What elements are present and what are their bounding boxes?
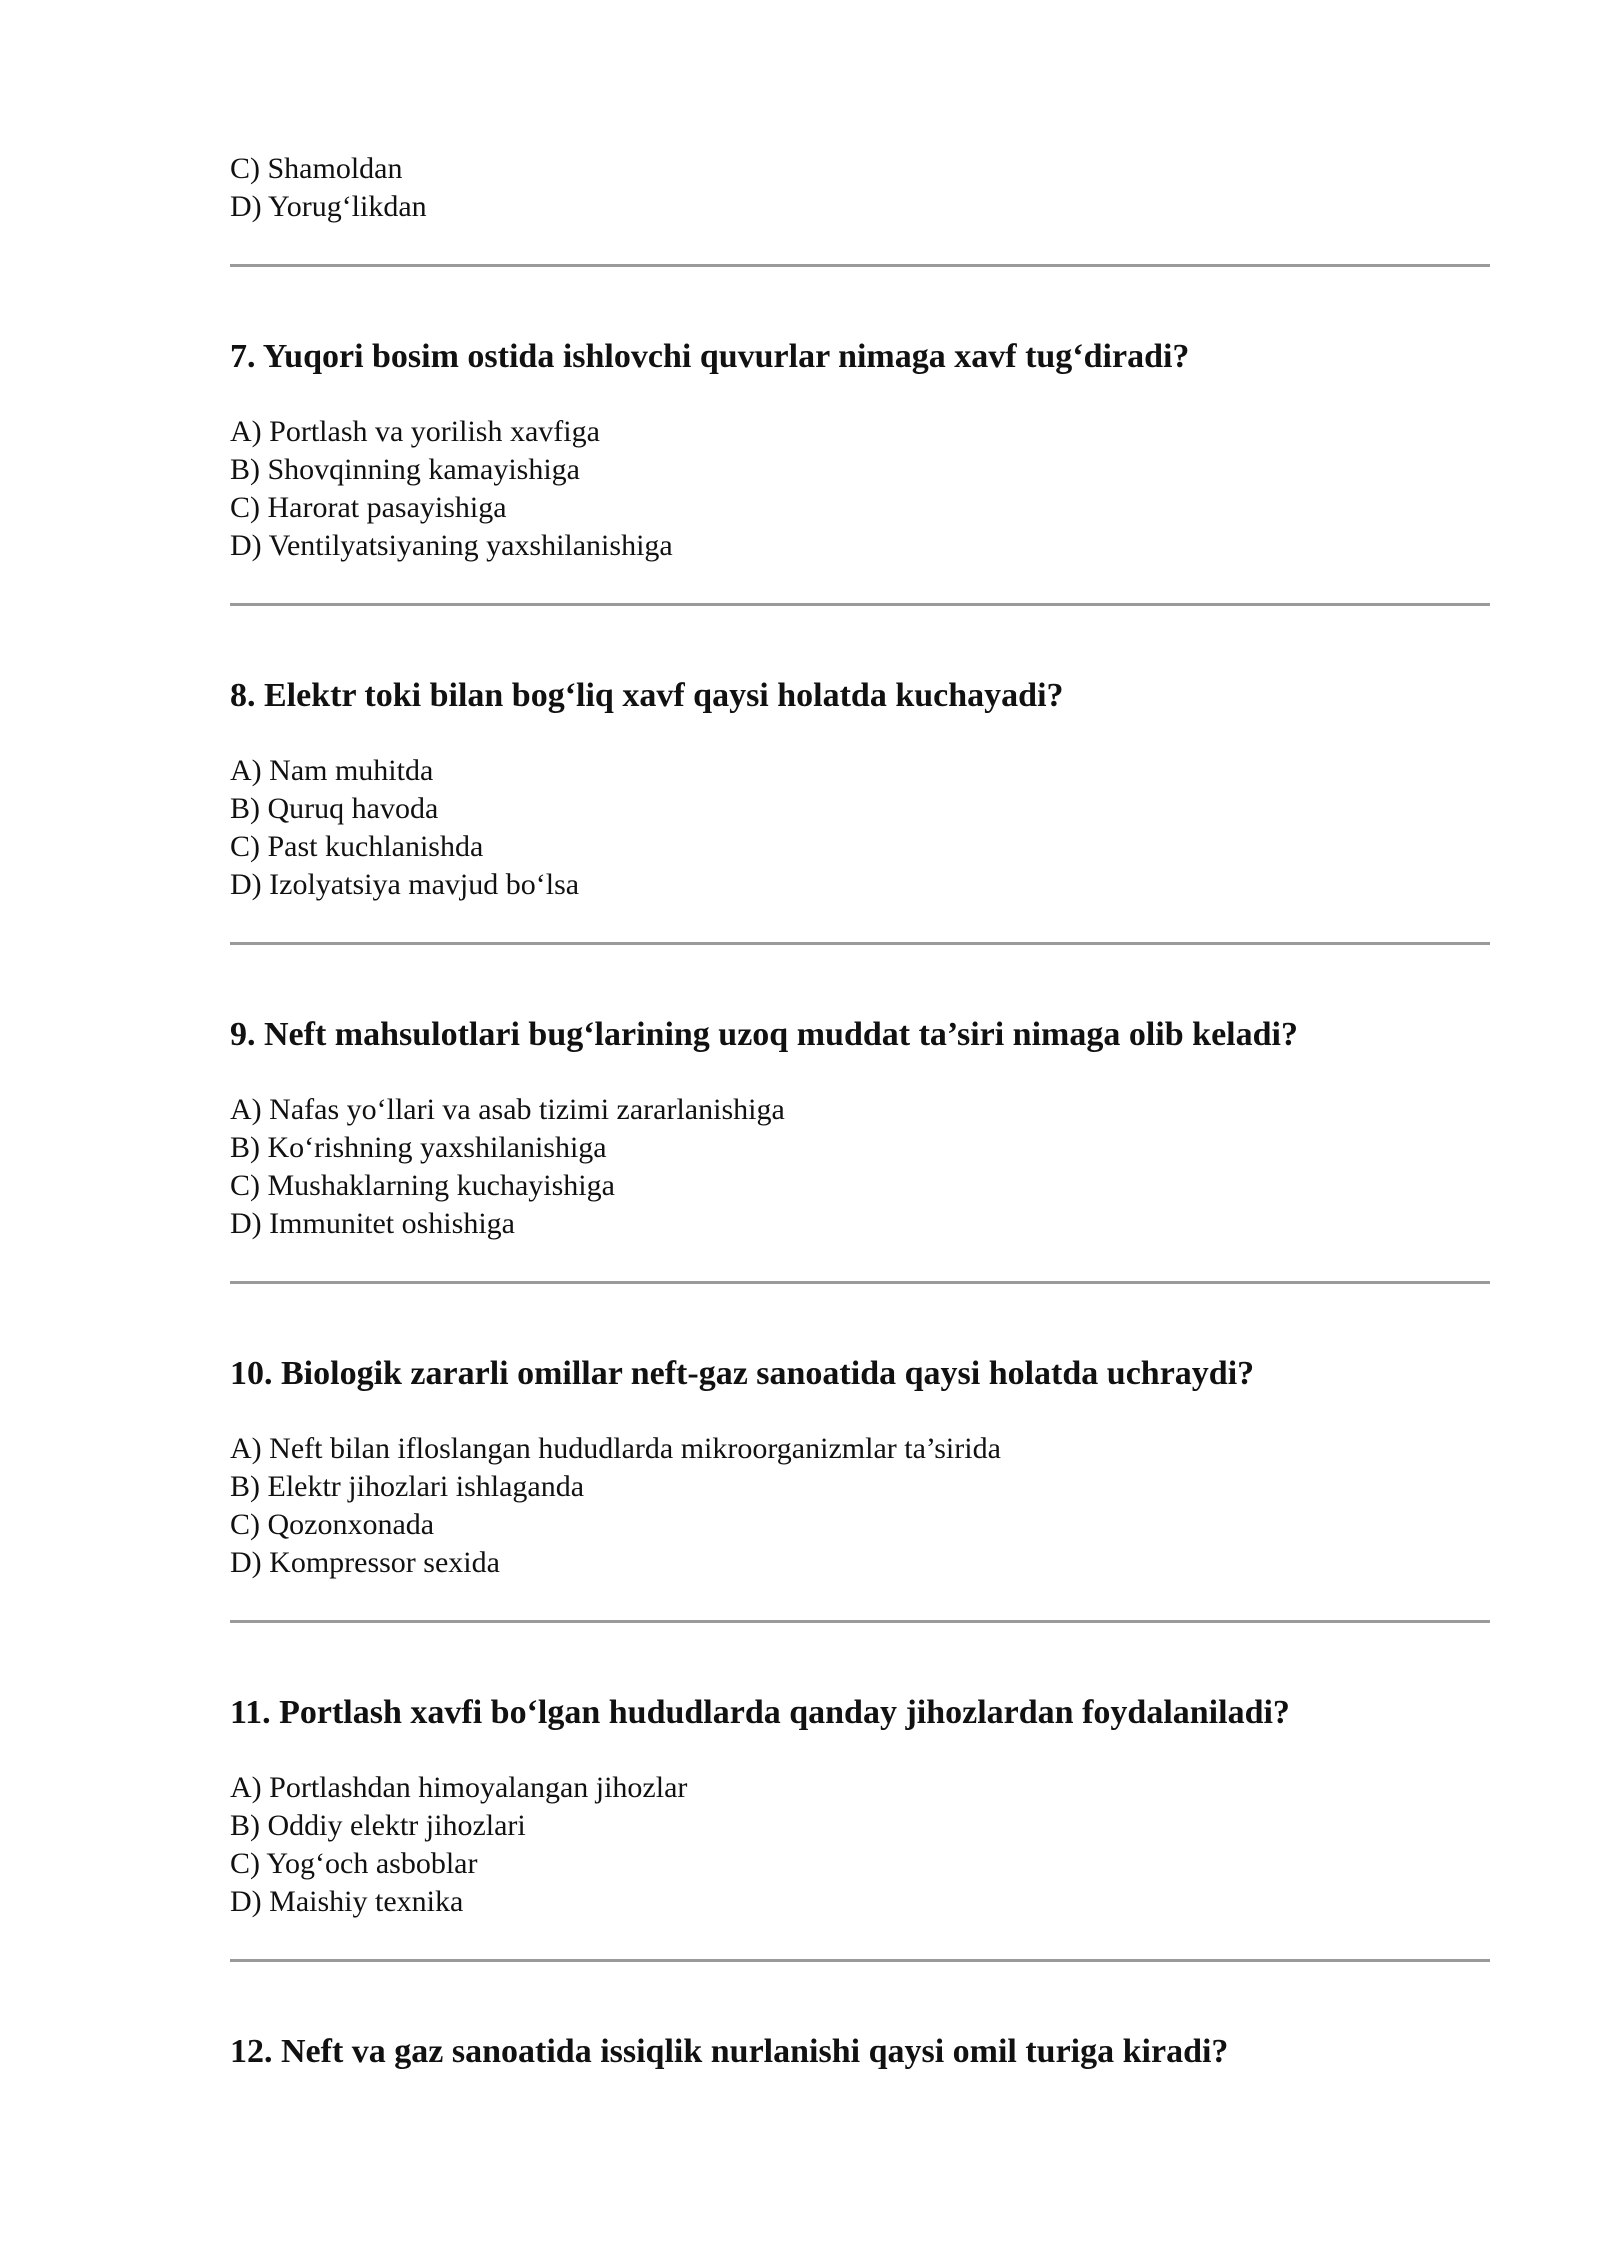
question-title: 7. Yuqori bosim ostida ishlovchi quvurlar nimaga xavf tug‘diradi?	[230, 338, 1190, 375]
option-d: D) Maishiy texnika	[230, 1885, 464, 1918]
option-c: C) Qozonxonada	[230, 1508, 435, 1541]
lead-options-list	[230, 150, 1490, 226]
option-b: B) Ko‘rishning yaxshilanishiga	[230, 1131, 607, 1164]
option-b: B) Shovqinning kamayishiga	[230, 453, 580, 486]
question-block-10	[230, 1281, 1490, 1620]
option-a: A) Nam muhitda	[230, 754, 434, 787]
option-c: C) Harorat pasayishiga	[230, 491, 507, 524]
question-title: 8. Elektr toki bilan bog‘liq xavf qaysi holatda kuchayadi?	[230, 677, 1064, 714]
question-block-11	[230, 1620, 1490, 1959]
options-list	[230, 1769, 1490, 1921]
document-page	[230, 150, 1490, 2072]
question-block-7	[230, 264, 1490, 603]
option-b: B) Elektr jihozlari ishlaganda	[230, 1470, 585, 1503]
option-d: D) Ventilyatsiyaning yaxshilanishiga	[230, 529, 673, 562]
option-a: A) Portlash va yorilish xavfiga	[230, 415, 600, 448]
options-list	[230, 1091, 1490, 1243]
question-title: 11. Portlash xavfi bo‘lgan hududlarda qanday jihozlardan foydalaniladi?	[230, 1694, 1290, 1731]
option-b: B) Quruq havoda	[230, 792, 439, 825]
option-d: D) Izolyatsiya mavjud bo‘lsa	[230, 868, 580, 901]
option-b: B) Oddiy elektr jihozlari	[230, 1809, 526, 1842]
question-title: 10. Biologik zararli omillar neft-gaz sanoatida qaysi holatda uchraydi?	[230, 1355, 1255, 1392]
question-block-12	[230, 1959, 1490, 2072]
option-a: A) Neft bilan ifloslangan hududlarda mikroorganizmlar ta’sirida	[230, 1432, 1001, 1465]
options-list	[230, 1430, 1490, 1582]
option-c: C) Past kuchlanishda	[230, 830, 484, 863]
option-c: C) Shamoldan	[230, 152, 403, 185]
question-title: 9. Neft mahsulotlari bug‘larining uzoq muddat ta’siri nimaga olib keladi?	[230, 1016, 1298, 1053]
option-a: A) Nafas yo‘llari va asab tizimi zararlanishiga	[230, 1093, 785, 1126]
option-c: C) Mushaklarning kuchayishiga	[230, 1169, 615, 1202]
question-block-9	[230, 942, 1490, 1281]
options-list	[230, 413, 1490, 565]
option-d: D) Kompressor sexida	[230, 1546, 500, 1579]
option-d: D) Immunitet oshishiga	[230, 1207, 515, 1240]
option-c: C) Yog‘och asboblar	[230, 1847, 478, 1880]
options-list	[230, 752, 1490, 904]
question-title: 12. Neft va gaz sanoatida issiqlik nurlanishi qaysi omil turiga kiradi?	[230, 2033, 1229, 2070]
option-d: D) Yorug‘likdan	[230, 190, 427, 223]
option-a: A) Portlashdan himoyalangan jihozlar	[230, 1771, 688, 1804]
question-block-8	[230, 603, 1490, 942]
